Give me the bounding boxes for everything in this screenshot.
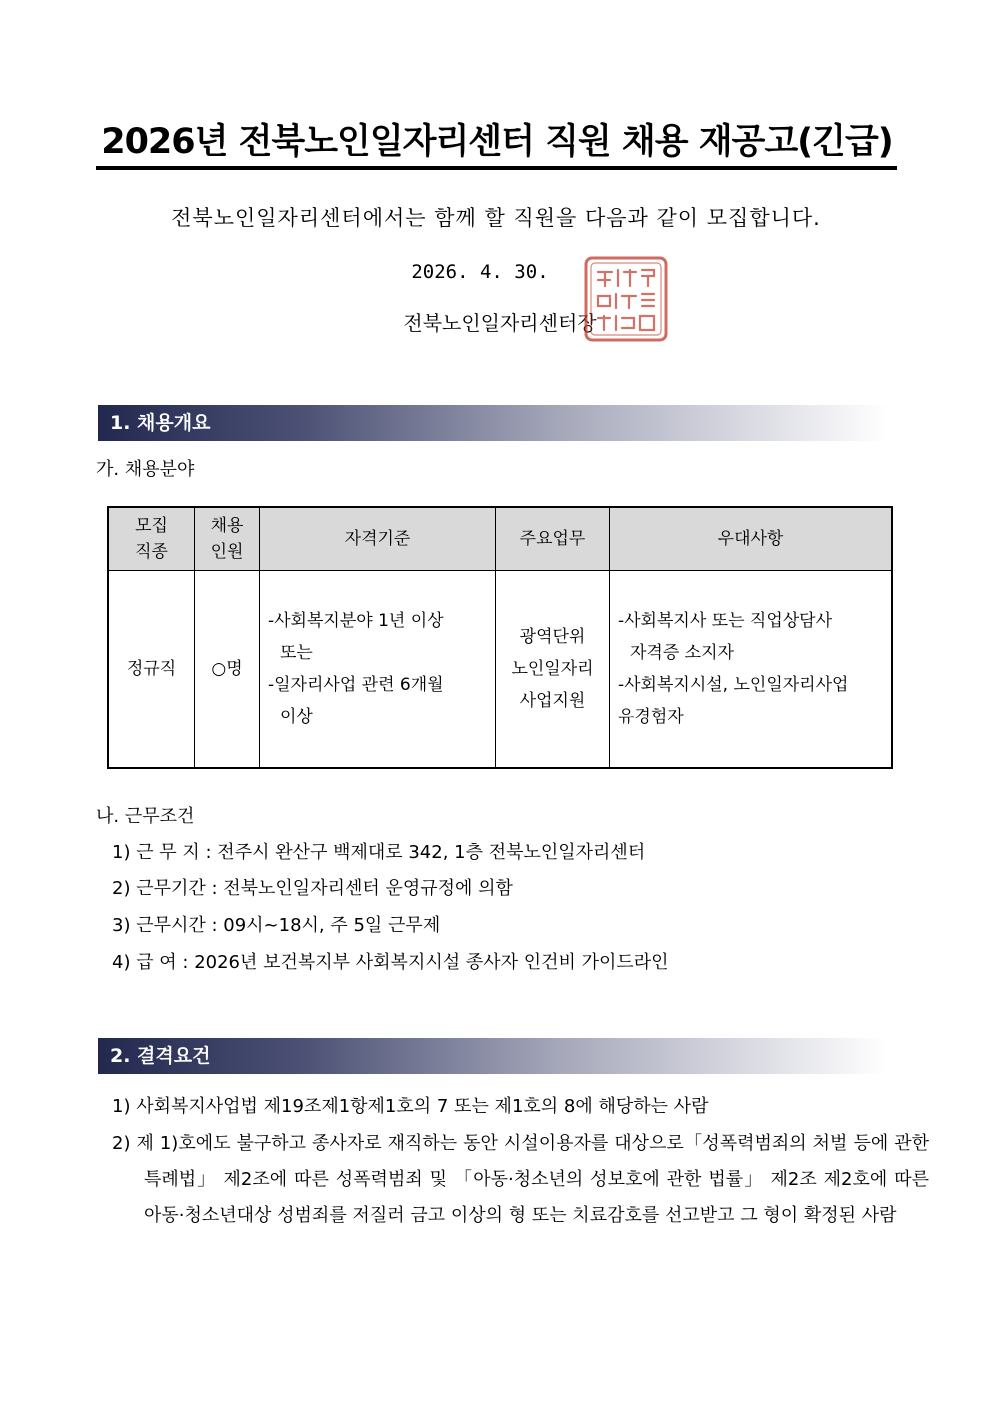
signer-name: 전북노인일자리센터장: [403, 311, 597, 335]
condition-item: 3) 근무시간 : 09시~18시, 주 5일 근무제: [112, 915, 441, 936]
qualification-line: 이상: [280, 707, 313, 727]
official-seal-icon: [582, 254, 670, 344]
recruitment-table: [107, 506, 893, 769]
cell-duty: [496, 571, 610, 769]
cell-headcount: ○명: [195, 571, 260, 769]
header-duty: 주요업무: [496, 507, 610, 571]
cell-job-type: 정규직: [108, 571, 195, 769]
header-job-type: 모집 직종: [108, 507, 195, 571]
condition-item: 2) 근무기간 : 전북노인일자리센터 운영규정에 의함: [112, 878, 513, 899]
section-title: 1. 채용개요: [110, 412, 211, 434]
cell-preference: [610, 571, 893, 769]
condition-item: 4) 급 여 : 2026년 보건복지부 사회복지시설 종사자 인건비 가이드라인: [112, 952, 669, 973]
disqualification-item: 1) 사회복지사업법 제19조제1항제1호의 7 또는 제1호의 8에 해당하는 사람: [112, 1096, 709, 1117]
condition-item: 1) 근 무 지 : 전주시 완산구 백제대로 342, 1층 전북노인일자리센터: [112, 842, 646, 863]
preference-line: 유경험자: [618, 707, 684, 727]
section-title: 2. 결격요건: [110, 1045, 211, 1067]
duty-line: 노인일자리: [511, 659, 594, 679]
table-row: [108, 571, 892, 769]
title-underline: [96, 166, 897, 170]
subheading-conditions: 나. 근무조건: [96, 806, 195, 827]
section-header-overview: [98, 405, 888, 441]
preference-line: -사회복지사 또는 직업상담사: [618, 611, 833, 631]
preference-line: 자격증 소지자: [630, 643, 734, 663]
disqualification-item: 2) 제 1)호에도 불구하고 종사자로 재직하는 동안 시설이용자를 대상으로「성폭력범죄의 처벌 등에 관한 특례법」 제2조에 따른 성폭력범죄 및 「아동·청소년의 성보호에 관한 법률」 제2조 제2호에 따른 아동·청소년대상 성범죄를 저질러 금고 이상의 형 또는 치료감호를 선고받고 그 형이 확정된 사람: [112, 1133, 929, 1226]
page-title: 2026년 전북노인일자리센터 직원 채용 재공고(긴급): [101, 122, 893, 162]
cell-qualification: [260, 571, 496, 769]
duty-line: 사업지원: [519, 691, 586, 711]
section-header-disqualification: [98, 1038, 888, 1074]
preference-line: -사회복지시설, 노인일자리사업: [618, 675, 849, 695]
qualification-line: -일자리사업 관련 6개월: [268, 675, 444, 695]
table-header-row: [108, 507, 892, 571]
qualification-line: -사회복지분야 1년 이상: [268, 611, 444, 631]
duty-line: 광역단위: [519, 627, 586, 647]
header-preference: 우대사항: [610, 507, 893, 571]
intro-text: 전북노인일자리센터에서는 함께 할 직원을 다음과 같이 모집합니다.: [171, 206, 821, 230]
notice-date: 2026. 4. 30.: [411, 261, 549, 283]
qualification-line: 또는: [280, 643, 313, 663]
subheading-field: 가. 채용분야: [96, 459, 195, 480]
header-headcount: 채용 인원: [195, 507, 260, 571]
header-qualification: 자격기준: [260, 507, 496, 571]
